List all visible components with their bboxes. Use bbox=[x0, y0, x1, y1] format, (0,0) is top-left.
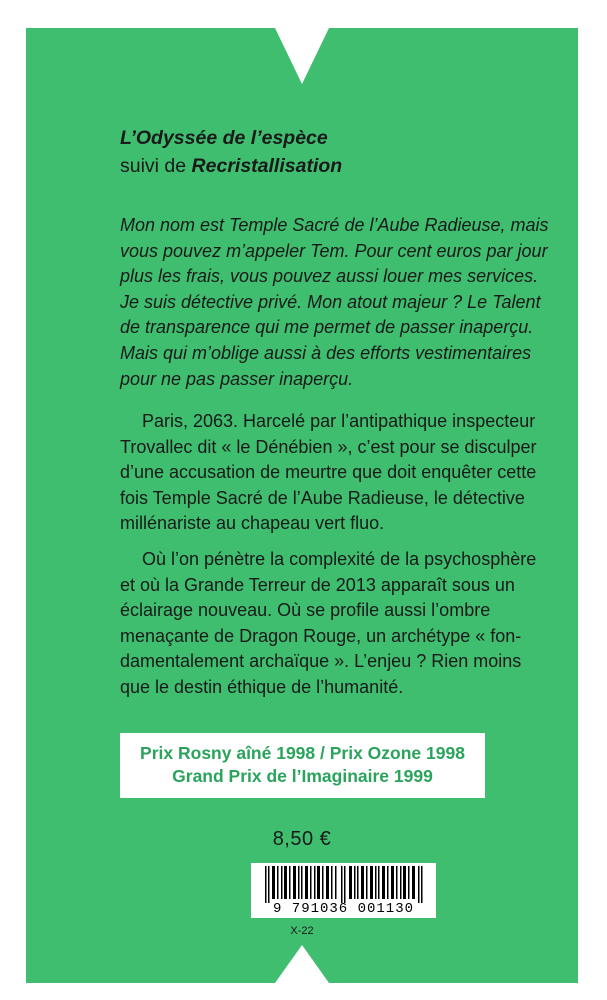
collection-code: X-22 bbox=[290, 925, 314, 937]
title-block bbox=[120, 124, 342, 180]
isbn-number: 9 791036 001130 bbox=[272, 901, 415, 917]
book-title: L’Odyssée de l’espèce bbox=[120, 127, 328, 149]
paragraph-line: éclairage nouveau. Où se profile aussi l’ombre bbox=[120, 600, 491, 621]
paragraph-line: que le destin éthique de l’humanité. bbox=[120, 676, 404, 697]
blurb-line: vous pouvez m’appeler Tem. Pour cent euros par jour bbox=[120, 240, 548, 261]
paragraph-line: damentalement archaïque ». L’enjeu ? Rien moins bbox=[120, 651, 522, 672]
paragraph-line: d’une accusation de meurtre que doit enquêter cette bbox=[120, 462, 537, 483]
barcode-bars bbox=[251, 863, 436, 903]
paragraph-line: Où l’on pénètre la complexité de la psychosphère bbox=[142, 549, 537, 569]
subtitle-title: Recristallisation bbox=[191, 155, 343, 177]
synopsis-paragraph-2 bbox=[120, 547, 560, 701]
barcode bbox=[251, 863, 436, 918]
blurb-line: Je suis détective privé. Mon atout majeur ? Le Talent bbox=[120, 291, 541, 312]
subtitle-prefix: suivi de bbox=[120, 155, 192, 177]
paragraph-line: Trovallec dit « le Dénébien », c’est pour se disculper bbox=[120, 436, 537, 457]
blurb-quote bbox=[120, 213, 550, 392]
paragraph-line: et où la Grande Terreur de 2013 apparaît sous un bbox=[120, 574, 515, 595]
blurb-line: Mon nom est Temple Sacré de l’Aube Radieuse, mais bbox=[120, 215, 549, 235]
blurb-line: de transparence qui me permet de passer inaperçu. bbox=[120, 317, 534, 338]
top-notch bbox=[275, 28, 329, 84]
blurb-line: Mais qui m’oblige aussi à des efforts vestimentaires bbox=[120, 342, 532, 363]
paragraph-line: menaçante de Dragon Rouge, un archétype « fon- bbox=[120, 625, 522, 646]
paragraph-line: millénariste au chapeau vert fluo. bbox=[120, 513, 385, 534]
award-line-1: Prix Rosny aîné 1998 / Prix Ozone 1998 bbox=[140, 743, 465, 763]
paragraph-line: Paris, 2063. Harcelé par l’antipathique inspecteur bbox=[142, 411, 536, 431]
blurb-line: plus les frais, vous pouvez aussi louer mes services. bbox=[120, 266, 539, 287]
bottom-notch bbox=[275, 945, 329, 983]
blurb-line: pour ne pas passer inaperçu. bbox=[120, 368, 354, 389]
synopsis-paragraph-1 bbox=[120, 409, 560, 537]
award-line-2: Grand Prix de l’Imaginaire 1999 bbox=[172, 766, 433, 786]
paragraph-line: fois Temple Sacré de l’Aube Radieuse, le détective bbox=[120, 487, 525, 508]
awards-box bbox=[120, 733, 485, 798]
price: 8,50 € bbox=[272, 828, 332, 850]
book-subtitle bbox=[120, 152, 342, 180]
back-cover bbox=[26, 28, 578, 983]
